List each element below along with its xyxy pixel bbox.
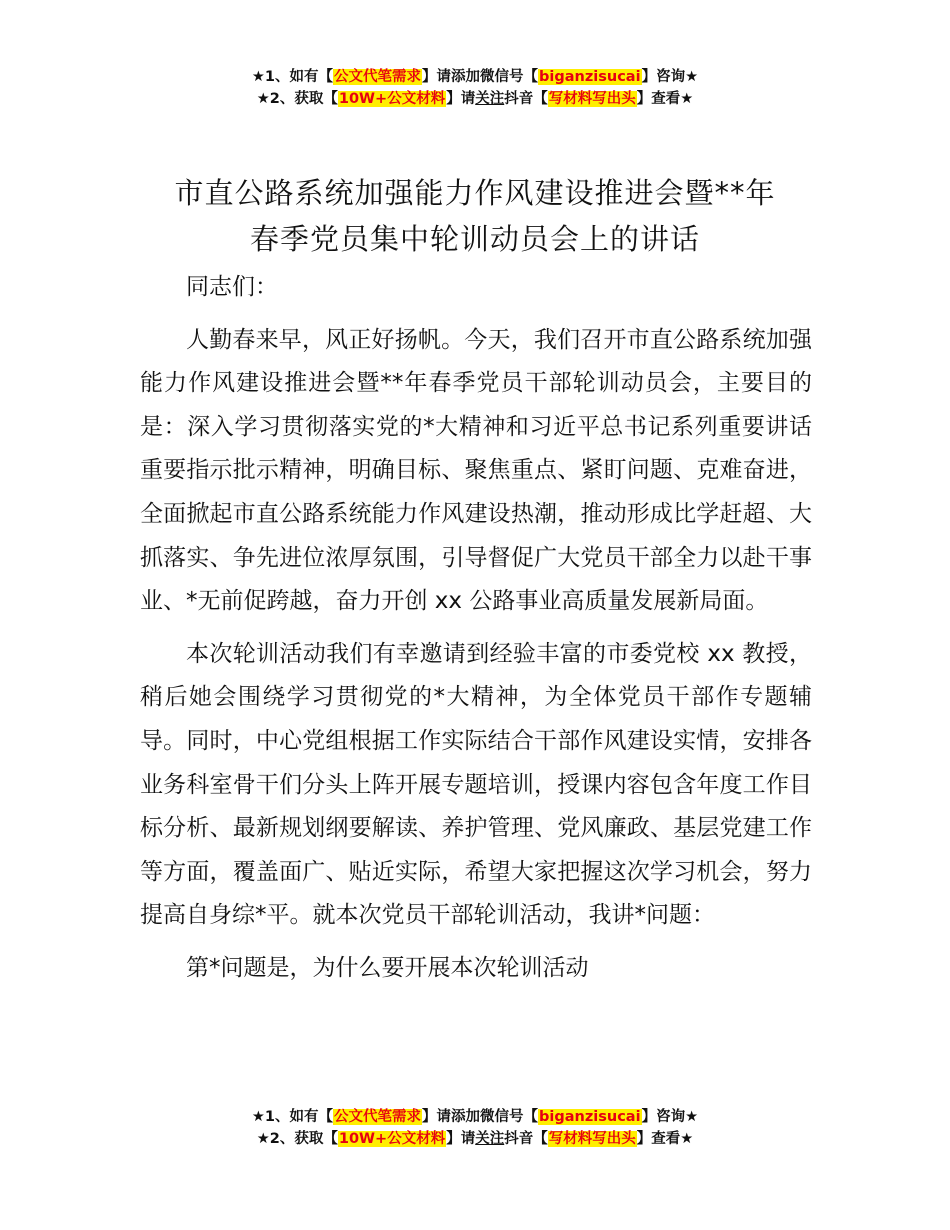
salutation: 同志们： <box>186 274 278 300</box>
document-body <box>140 266 812 1000</box>
footer-banner <box>0 1106 950 1150</box>
body-paragraph: 本次轮训活动我们有幸邀请到经验丰富的市委党校 xx 教授，稍后她会围绕学习贯彻党的*大精神，为全体党员干部作专题辅导。同时，中心党组根据工作实际结合干部作风建设实情，安排各业务科室骨干们分头上阵开展专题培训，授课内容包含年度工作目标分析、最新规划纲要解读、养护管理、党风廉政、基层党建工作等方面，覆盖面广、贴近实际，希望大家把握这次学习机会，努力提高自身综*平。就本次党员干部轮训活动，我讲*问题： <box>140 640 812 929</box>
banner-text: 】请 <box>446 91 476 107</box>
banner-text: 】查看★ <box>636 1131 694 1147</box>
banner-highlight-service: 公文代笔需求 <box>334 1109 422 1125</box>
banner-text: 】咨询★ <box>641 1109 699 1125</box>
banner-text: ★2、获取【 <box>256 1131 338 1147</box>
banner-text: ★1、如有【 <box>251 69 334 85</box>
document-title-line-2: 春季党员集中轮训动员会上的讲话 <box>249 222 700 256</box>
banner-text: ★2、获取【 <box>256 91 338 107</box>
banner-text: 】请 <box>422 1109 452 1125</box>
banner-highlight-wechat-id: biganzisucai <box>539 69 641 85</box>
banner-text: ★1、如有【 <box>251 1109 334 1125</box>
document-title <box>120 170 830 262</box>
banner-highlight-douyin-id: 写材料写出头 <box>548 1131 636 1147</box>
banner-text: 微信号【 <box>480 1109 539 1125</box>
footer-banner-line-2 <box>0 1128 950 1150</box>
banner-text: 微信号【 <box>480 69 539 85</box>
banner-highlight-materials: 10W+公文材料 <box>338 1131 446 1147</box>
section-heading: 第*问题是，为什么要开展本次轮训活动 <box>186 954 589 981</box>
banner-text: 】查看★ <box>636 91 694 107</box>
header-banner <box>0 66 950 110</box>
document-title-line-1: 市直公路系统加强能力作风建设推进会暨**年 <box>174 176 776 210</box>
banner-highlight-douyin-id: 写材料写出头 <box>548 91 636 107</box>
banner-highlight-materials: 10W+公文材料 <box>338 91 446 107</box>
body-paragraph: 人勤春来早，风正好扬帆。今天，我们召开市直公路系统加强能力作风建设推进会暨**年春季党员干部轮训动员会，主要目的是：深入学习贯彻落实党的*大精神和习近平总书记系列重要讲话重要指示批示精神，明确目标、聚焦重点、紧盯问题、克难奋进，全面掀起市直公路系统能力作风建设热潮，推动形成比学赶超、大抓落实、争先进位浓厚氛围，引导督促广大党员干部全力以赴干事业、*无前促跨越，奋力开创 xx 公路事业高质量发展新局面。 <box>140 326 812 615</box>
banner-text: 】请 <box>446 1131 476 1147</box>
banner-highlight-service: 公文代笔需求 <box>334 69 422 85</box>
header-banner-line-1 <box>0 66 950 88</box>
banner-text: 】请 <box>422 69 452 85</box>
banner-emphasis: 添加 <box>451 69 481 85</box>
banner-text: 抖音【 <box>504 91 548 107</box>
banner-emphasis: 关注 <box>475 91 505 107</box>
banner-text: 抖音【 <box>504 1131 548 1147</box>
banner-emphasis: 关注 <box>475 1131 505 1147</box>
banner-highlight-wechat-id: biganzisucai <box>539 1109 641 1125</box>
banner-text: 】咨询★ <box>641 69 699 85</box>
footer-banner-line-1 <box>0 1106 950 1128</box>
header-banner-line-2 <box>0 88 950 110</box>
banner-emphasis: 添加 <box>451 1109 481 1125</box>
